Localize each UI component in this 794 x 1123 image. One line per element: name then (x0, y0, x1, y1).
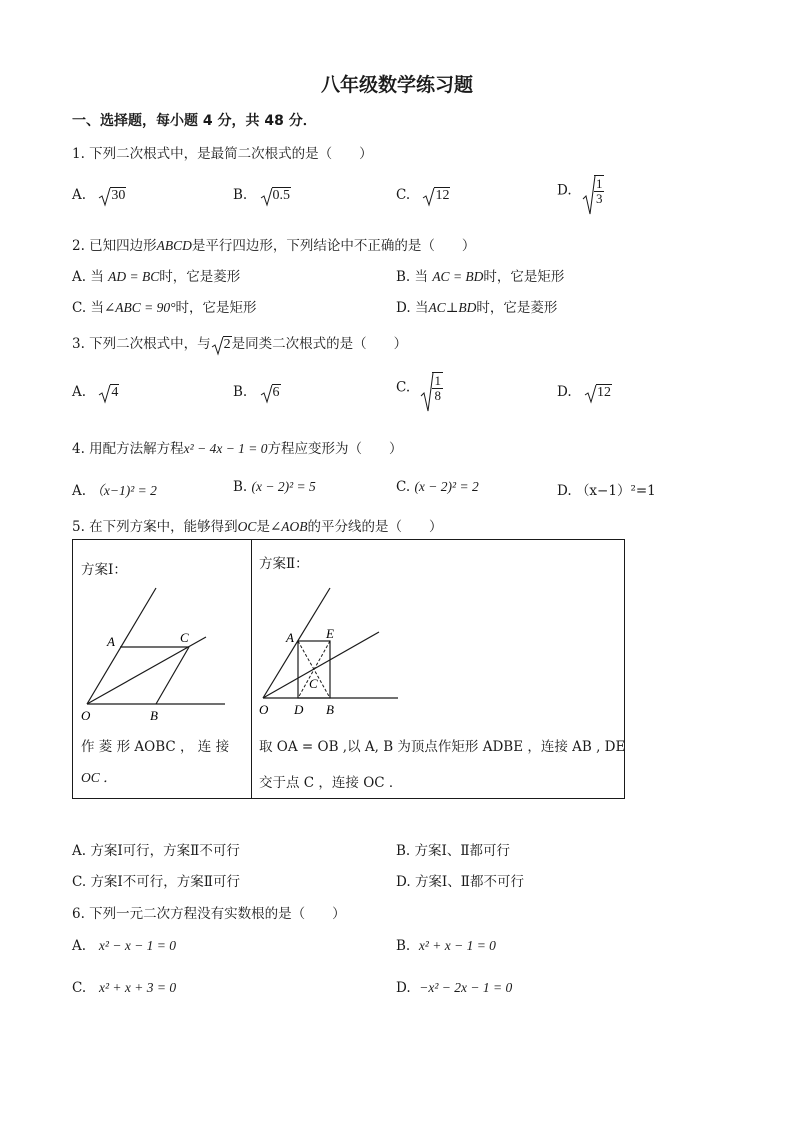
plan-2-description-line1: 取 OA = OB ,以 A, B 为顶点作矩形 ADBE ，连接 AB , DE (259, 739, 626, 755)
option-3b[interactable]: B. 6 (233, 384, 281, 401)
option-1a[interactable]: A. 30 (72, 187, 126, 204)
option-5a[interactable]: A. 方案Ⅰ可行，方案Ⅱ不可行 (72, 843, 240, 859)
plan-1-description-line2: OC ． (81, 770, 117, 785)
radical-sign-icon (420, 372, 434, 412)
option-2d[interactable]: D. 当AC⊥BD时，它是菱形 (396, 300, 558, 316)
question-4-stem: 4. 用配方法解方程x² − 4x − 1 = 0方程应变形为（ ） (72, 441, 403, 457)
plan-2-diagram (252, 580, 624, 730)
sqrt-expression: 12 (422, 187, 450, 204)
option-2a[interactable]: A. 当 AD = BC时，它是菱形 (72, 269, 241, 285)
plan-1-description-line1: 作 菱 形 AOBC ， 连 接 (81, 739, 230, 755)
radical-sign-icon (584, 384, 598, 404)
option-5c[interactable]: C. 方案Ⅰ不可行，方案Ⅱ可行 (72, 874, 240, 890)
point-label-a: A (286, 630, 294, 645)
point-label-c: C (309, 676, 318, 691)
point-label-c: C (180, 630, 189, 645)
option-6b[interactable]: B. x² + x − 1 = 0 (396, 938, 496, 954)
plan-2-heading: 方案Ⅱ： (259, 556, 309, 572)
radical-sign-icon (260, 187, 274, 207)
radical-sign-icon (582, 175, 596, 215)
radical-sign-icon (422, 187, 436, 207)
point-label-b: B (326, 702, 334, 717)
radical-sign-icon (260, 384, 274, 404)
point-label-o: O (259, 702, 269, 717)
sqrt-expression: 12 (584, 384, 612, 401)
plan-1-diagram (73, 580, 251, 730)
option-1c[interactable]: C. 12 (396, 187, 450, 204)
section-heading: 一、选择题，每小题 4 分，共 48 分． (72, 113, 317, 129)
option-6c[interactable]: C. x² + x + 3 = 0 (72, 980, 177, 996)
option-1d[interactable]: D. $\frac{1}{3}$ (557, 175, 604, 206)
sqrt-expression: 6 (260, 384, 281, 401)
radical-sign-icon (211, 336, 225, 356)
question-2-stem: 2. 已知四边形ABCD是平行四边形，下列结论中不正确的是（ ） (72, 238, 476, 254)
page-title: 八年级数学练习题 (320, 74, 473, 96)
option-1b[interactable]: B. 0.5 (233, 187, 291, 204)
option-6d[interactable]: D. −x² − 2x − 1 = 0 (396, 980, 513, 996)
sqrt-expression: 2 (211, 336, 232, 353)
sqrt-expression: 0.5 (260, 187, 292, 204)
plans-table (72, 539, 625, 799)
question-6-stem: 6. 下列一元二次方程没有实数根的是（ ） (72, 906, 346, 922)
point-label-d: D (294, 702, 304, 717)
option-4d[interactable]: D. （x−1）²=1 (557, 483, 656, 499)
plan-1-heading: 方案Ⅰ： (81, 562, 127, 578)
radical-sign-icon (98, 384, 112, 404)
point-label-a: A (107, 634, 115, 649)
option-5b[interactable]: B. 方案Ⅰ、Ⅱ都可行 (396, 843, 511, 859)
option-2c[interactable]: C. 当∠ABC = 90°时，它是矩形 (72, 300, 257, 316)
point-label-e: E (326, 626, 334, 641)
option-4a[interactable]: A. （x−1)² = 2 (72, 483, 157, 499)
option-2b[interactable]: B. 当 AC = BD时，它是矩形 (396, 269, 565, 285)
radical-sign-icon (98, 187, 112, 207)
option-3d[interactable]: D. 12 (557, 384, 612, 401)
sqrt-expression: 30 (98, 187, 126, 204)
option-3a[interactable]: A. 4 (72, 384, 119, 401)
point-label-o: O (81, 708, 91, 723)
sqrt-fraction: $\frac{1}{8}$ (420, 372, 443, 403)
option-3c[interactable]: C. $\frac{1}{8}$ (396, 372, 443, 403)
option-6a[interactable]: A. x² − x − 1 = 0 (72, 938, 177, 954)
question-1-stem: 1. 下列二次根式中，是最简二次根式的是（ ） (72, 146, 373, 162)
option-5d[interactable]: D. 方案Ⅰ、Ⅱ都不可行 (396, 874, 524, 890)
option-4c[interactable]: C. (x − 2)² = 2 (396, 479, 479, 495)
sqrt-expression: 4 (98, 384, 119, 401)
plan-2-description-line2: 交于点 C ，连接 OC ． (259, 775, 403, 791)
sqrt-fraction: $\frac{1}{3}$ (582, 175, 605, 206)
question-5-stem: 5. 在下列方案中，能够得到OC是∠AOB的平分线的是（ ） (72, 519, 443, 535)
question-3-stem: 3. 下列二次根式中，与 2是同类二次根式的是（ ） (72, 332, 407, 353)
point-label-b: B (150, 708, 158, 723)
option-4b[interactable]: B. (x − 2)² = 5 (233, 479, 316, 495)
